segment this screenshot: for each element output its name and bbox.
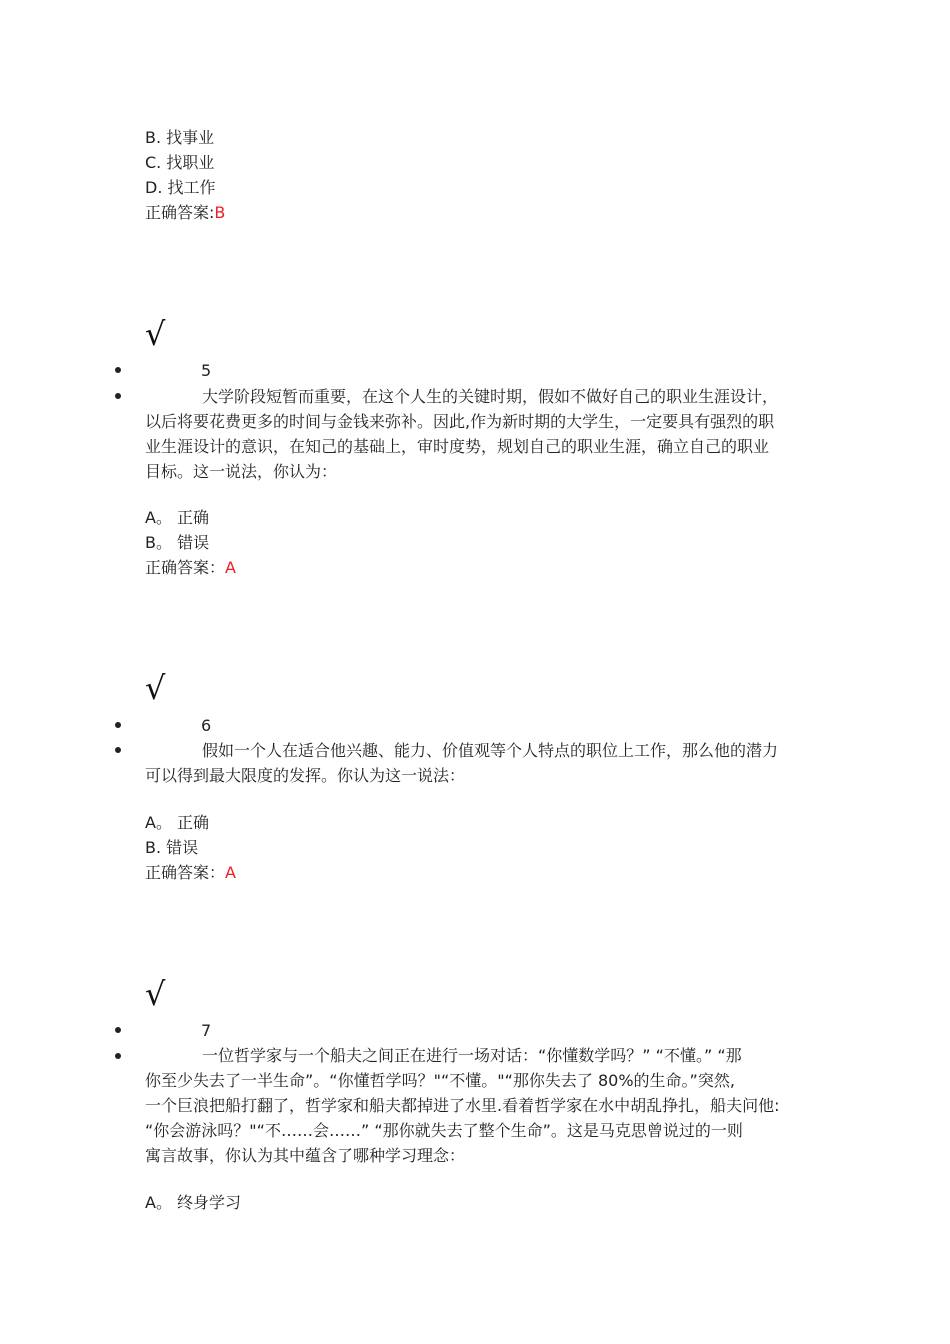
q6-text-bullet: [115, 747, 121, 753]
q5-text-line-4: 目标。这一说法，你认为：: [145, 462, 338, 481]
q5-answer: [145, 555, 236, 580]
q7-text-line-2: 你至少失去了一半生命”。“你懂哲学吗？"“不懂。"“那你失去了 80%的生命。”突然,: [145, 1071, 735, 1090]
q4-answer: [145, 200, 225, 225]
q5-number-bullet: [115, 367, 121, 373]
q4-option-d: D. 找工作: [145, 178, 216, 197]
q4-option-c: C. 找职业: [145, 153, 215, 172]
q5-check-mark: √: [145, 315, 166, 353]
answer-value: A: [225, 558, 236, 577]
q5-text-line-3: 业生涯设计的意识，在知己的基础上，审时度势，规划自己的职业生涯，确立自己的职业: [145, 437, 770, 456]
q7-text-bullet: [115, 1053, 121, 1059]
q7-text-line-4: “你会游泳吗？"“不……会……” “那你就失去了整个生命”。这是马克思曾说过的一则: [145, 1121, 743, 1140]
q7-text-line-5: 寓言故事，你认为其中蕴含了哪种学习理念：: [145, 1146, 466, 1165]
q6-text-line-1: 假如一个人在适合他兴趣、能力、价值观等个人特点的职位上工作，那么他的潜力: [202, 741, 779, 760]
answer-label: 正确答案：: [145, 863, 226, 882]
q6-option-a: A。 正确: [145, 813, 210, 832]
q7-question-text: [145, 1043, 810, 1168]
q7-text-line-3: 一个巨浪把船打翻了，哲学家和船夫都掉进了水里.看着哲学家在水中胡乱挣扎，船夫问他:: [145, 1096, 780, 1115]
q6-number: 6: [201, 716, 212, 735]
q5-option-b: B。 错误: [145, 533, 210, 552]
q5-text-line-1: 大学阶段短暂而重要，在这个人生的关键时期，假如不做好自己的职业生涯设计，: [202, 387, 779, 406]
q5-text-bullet: [115, 393, 121, 399]
answer-label: 正确答案：: [145, 558, 226, 577]
answer-label: 正确答案:: [145, 203, 215, 222]
q6-option-b: B. 错误: [145, 838, 199, 857]
q5-text-line-2: 以后将要花费更多的时间与金钱来弥补。因此,作为新时期的大学生，一定要具有强烈的职: [145, 412, 775, 431]
q7-text-line-1: 一位哲学家与一个船夫之间正在进行一场对话：“你懂数学吗？” “不懂。” “那: [202, 1046, 742, 1065]
answer-value: B: [214, 203, 226, 222]
q5-number: 5: [201, 361, 212, 380]
q7-option-a: A。 终身学习: [145, 1193, 242, 1212]
answer-value: A: [225, 863, 236, 882]
q6-check-mark: √: [145, 669, 166, 707]
q6-answer: [145, 860, 236, 885]
q7-number-bullet: [115, 1027, 121, 1033]
q6-question-text: [145, 738, 810, 788]
q6-text-line-2: 可以得到最大限度的发挥。你认为这一说法：: [145, 766, 466, 785]
q5-question-text: [145, 384, 810, 484]
q6-number-bullet: [115, 722, 121, 728]
q5-option-a: A。 正确: [145, 508, 210, 527]
q7-check-mark: √: [145, 975, 166, 1013]
q4-option-b: B. 找事业: [145, 128, 215, 147]
q7-number: 7: [201, 1021, 212, 1040]
